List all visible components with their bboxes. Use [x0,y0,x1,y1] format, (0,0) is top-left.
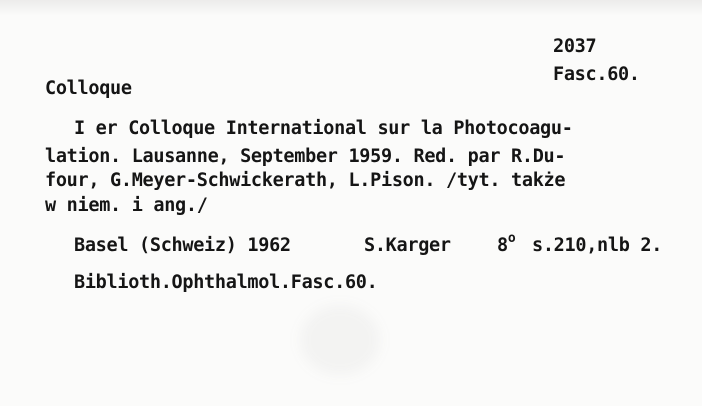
format-superscript: o [507,231,516,246]
title-line: four, G.Meyer-Schwickerath, L.Pison. /tyt. także [45,170,566,191]
fascicle-number: Fasc.60. [553,64,640,85]
format-number: 8 [497,235,508,256]
series-statement: Biblioth.Ophthalmol.Fasc.60. [74,272,378,293]
imprint-format [497,231,516,256]
card-number: 2037 [553,36,597,57]
title-line: w niem. i ang./ [45,195,208,216]
title-line: lation. Lausanne, September 1959. Red. par R.Du- [45,146,566,167]
imprint-place-year: Basel (Schweiz) 1962 [74,235,291,256]
title-line: I er Colloque International sur la Photocoagu- [74,118,573,139]
card-stain [300,305,380,375]
card-top-edge [0,0,702,16]
card-heading: Colloque [45,78,132,99]
imprint-publisher: S.Karger [364,235,451,256]
imprint-extent: s.210,nlb 2. [532,235,663,256]
